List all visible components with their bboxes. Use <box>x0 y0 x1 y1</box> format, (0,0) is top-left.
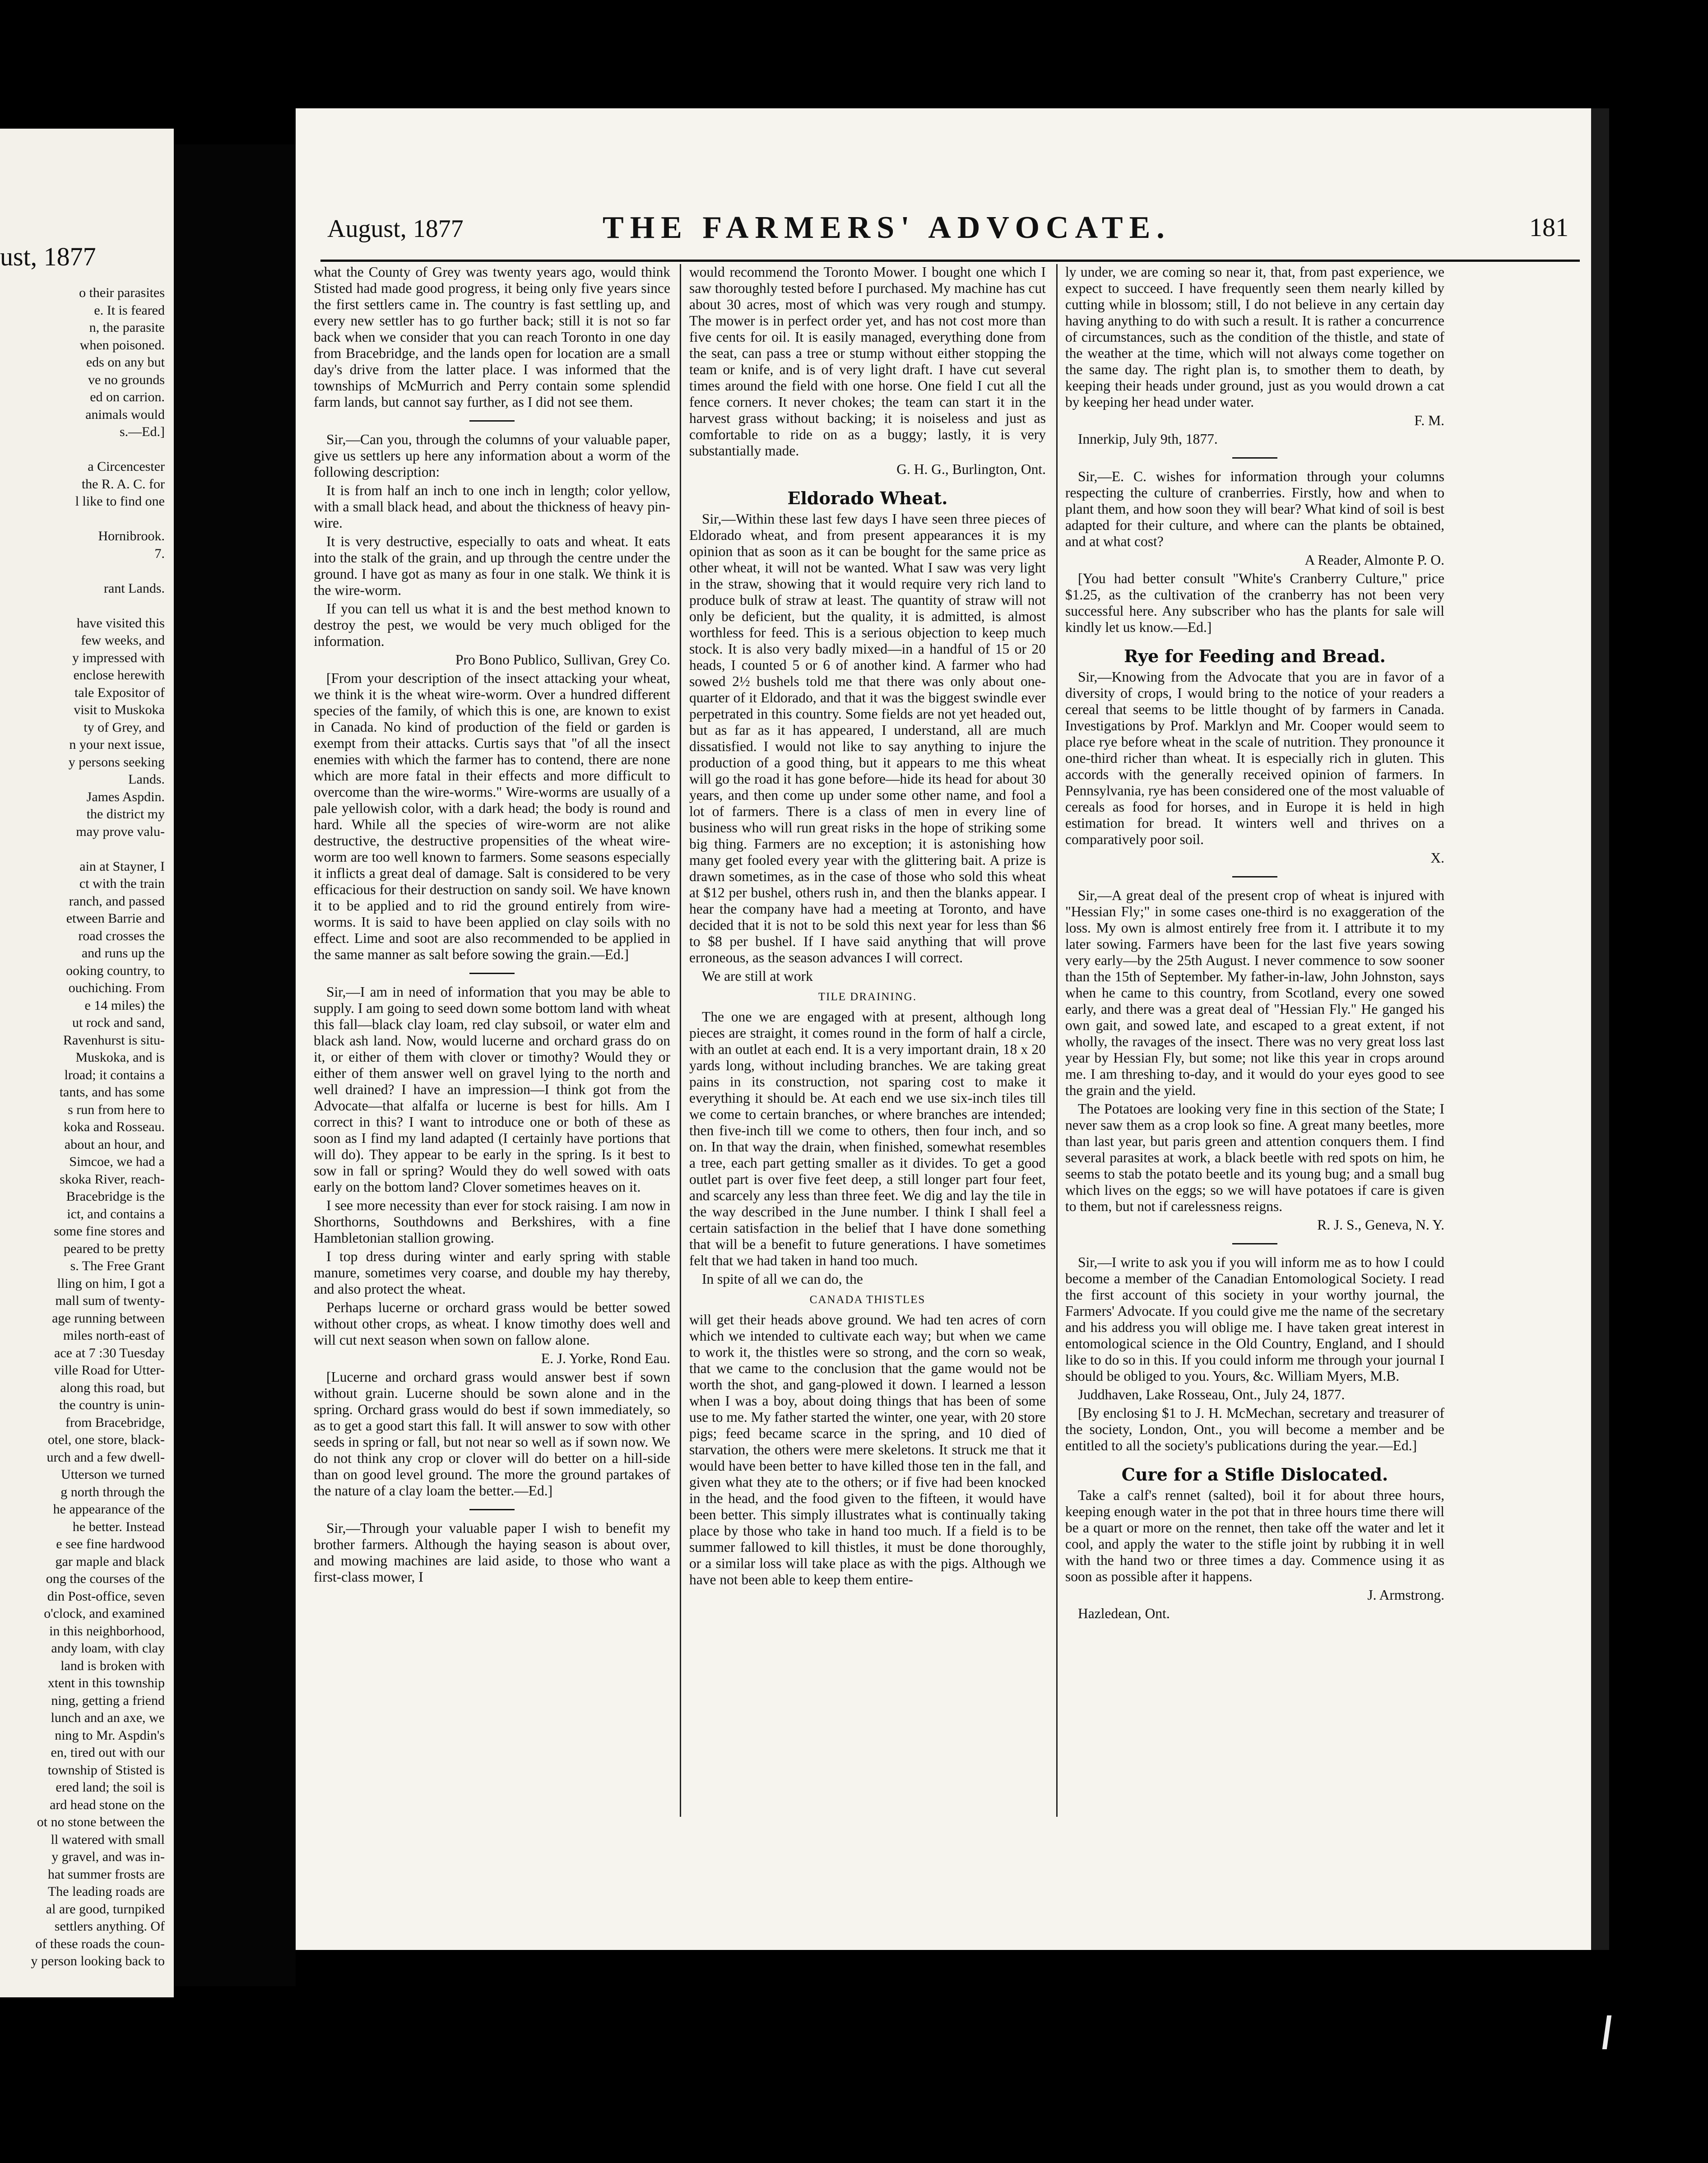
adjacent-page-line: lling on him, I got a <box>57 1276 165 1291</box>
separator <box>469 420 515 422</box>
newspaper-page <box>296 108 1591 1950</box>
adjacent-page-line: lroad; it contains a <box>64 1067 165 1082</box>
letter-paragraph: would recommend the Toronto Mower. I bought one which I saw thoroughly tested before I purchased. My machine has cut about 30 acres, most of which was very rough and stumpy. The mower is in perfect order yet, and has not cost more than five cents for oil. It is easily managed, everything done from the seat, can pass a tree or stump without either stopping the team or knife, and is of very light draft. I have cut several times around the field with one horse. One field I cut all the fence corners. It never chokes; the team can start it in the harvest grass without backing; it is noiseless and just as comfortable to ride on as a buggy; lastly, it is very substantially made. <box>689 264 1046 459</box>
adjacent-page-line: along this road, but <box>60 1380 165 1395</box>
adjacent-page-line <box>2 562 165 580</box>
letter-signature: A Reader, Almonte P. O. <box>1304 552 1444 568</box>
adjacent-page-line: al are good, turnpiked <box>46 1901 165 1917</box>
adjacent-page-line: y gravel, and was in- <box>51 1849 165 1864</box>
separator <box>1232 457 1277 459</box>
page-edge <box>1591 108 1609 1950</box>
letter-paragraph: Take a calf's rennet (salted), boil it for about three hours, keeping enough water in the pot that in three hours time there will be a quart or more on the rennet, then take off the water and let it cool, and apply the water to the stifle joint by rubbing it in well with the hand two or three times a day. Commence using it as soon as possible after it happens. <box>1065 1487 1444 1584</box>
article-heading: Cure for a Stifle Dislocated. <box>1121 1464 1388 1485</box>
adjacent-page-line: the district my <box>86 807 165 822</box>
adjacent-page-line: ered land; the soil is <box>56 1780 165 1795</box>
letter-paragraph: Sir,—Within these last few days I have seen three pieces of Eldorado wheat, and from present appearances it is my opinion that as soon as it can be bought for the same price as other wheat, it will not be wanted. What I saw was very light in the straw, showing that it would require very rich land to produce bulk of straw at least. The quantity of straw will not only be deficient, but the quality, it is admitted, is almost worthless for feed. This is a serious objection to keep much stock. It is also very badly mixed—in a handful of 15 or 20 heads, I counted 5 or 6 of another kind. A farmer who had sowed 2½ bushels told me that there was only about one-quarter of it Eldorado, and that it was the biggest swindle ever perpetrated in this country. Some fields are not yet headed out, but as far as it has appeared, I understand, all are much dissatisfied. I would not like to say anything to injure the production of a good thing, but it appears to me this wheat will go the road it has gone before—hide its head for about 30 years, and then come up under some other name, and fool a lot of farmers. There is a class of men in every line of business who will run great risks in the hope of striking some big thing. Farmers are no exception; it is astonishing how many get fooled every year with the glittering bait. A prize is drawn sometimes, as in the case of those who sold this wheat at $12 per bushel, others rush in, and then the blanks appear. I hear the company have had a meeting at Toronto, and have decided that it is not to be sold this next year for less than $6 to $8 per bushel. If I have said anything that will prove erroneous, as the season advances I will correct. <box>689 511 1046 965</box>
adjacent-page-line: he appearance of the <box>53 1502 165 1517</box>
adjacent-page-line: visit to Muskoka <box>74 702 165 717</box>
letter-paragraph: Sir,—E. C. wishes for information through your columns respecting the culture of cranberries. Firstly, how and when to plant them, and how soon they will bear? What kind of soil is best adapted for their culture, and where can the plants be obtained, and at what cost? <box>1065 469 1444 549</box>
letter-signature: X. <box>1430 850 1444 866</box>
adjacent-page-line: ed on carrion. <box>90 390 165 404</box>
adjacent-page-line: mall sum of twenty- <box>55 1293 165 1308</box>
adjacent-page-line: miles north-east of <box>63 1328 165 1343</box>
letter-dateline: Innerkip, July 9th, 1877. <box>1078 431 1218 447</box>
adjacent-page-line: din Post-office, seven <box>47 1588 165 1604</box>
column-1 <box>314 264 670 1839</box>
adjacent-page-line: otel, one store, black- <box>47 1432 165 1447</box>
adjacent-page-line: Simcoe, we had a <box>69 1154 165 1169</box>
adjacent-page-line: ct with the train <box>79 876 165 891</box>
adjacent-page-line: ning to Mr. Aspdin's <box>55 1727 165 1743</box>
adjacent-page-line: may prove valu- <box>76 824 165 839</box>
adjacent-page-line: ict, and contains a <box>67 1206 165 1221</box>
adjacent-page-line <box>2 597 165 615</box>
adjacent-page-line: xtent in this township <box>47 1676 165 1690</box>
letter-paragraph: We are still at work <box>702 968 813 984</box>
header-date: August, 1877 <box>327 215 464 243</box>
book-gutter <box>174 144 296 1986</box>
adjacent-page-line: The leading roads are <box>47 1884 165 1899</box>
editor-reply: [Lucerne and orchard grass would answer best if sown without grain. Lucerne should be sown alone and in the spring. Orchard grass would do best if sown immediately, so as to get a good start this fall. It will answer to sow with other seeds in spring or fall, but not near so well as if sown now. We do not think any crop or clover will do better on a hill-side than on good level ground. The more the ground partakes of the nature of a clay loam the better.—Ed.] <box>314 1369 670 1499</box>
separator <box>469 973 515 974</box>
letter-paragraph: Sir,—I am in need of information that you may be able to supply. I am going to seed down some bottom land with wheat this fall—black clay loam, red clay subsoil, or water elm and black ash land. Now, would lucerne and orchard grass do on it, or either of them with clover or timothy? Would they or either of them answer well on gravel lying to the north and well drained? I have an impression—I think got from the Advocate—that alfalfa or lucerne is best for hills. Am I correct in this? I want to introduce one or both of these as soon as I find my land adapted (I certainly have portions that will do). They appear to be early in the spring. Is it best to sow in fall or spring? Would they do well sowed with oats early on the bottom land? Clover sometimes heaves on it. <box>314 984 670 1195</box>
letter-paragraph: Perhaps lucerne or orchard grass would be better sowed without other crops, as wheat. I know timothy does well and will cut next season when sown on fallow alone. <box>314 1300 670 1348</box>
adjacent-page-column <box>2 284 165 1970</box>
adjacent-page-line: koka and Rosseau. <box>63 1119 165 1134</box>
adjacent-page-line: n your next issue, <box>69 737 165 752</box>
adjacent-page-line: few weeks, and <box>81 633 165 648</box>
adjacent-page-line: Ravenhurst is situ- <box>63 1032 165 1048</box>
adjacent-page-line: ll watered with small <box>51 1832 165 1847</box>
column-rule <box>1056 264 1058 1817</box>
letter-paragraph: The Potatoes are looking very fine in this section of the State; I never saw them as a crop look so fine. A great many beetles, more than last year, but paris green and attention conquers them. I find several parasites at work, a black beetle with red spots on him, he seems to stab the potato beetle and its young bug; and a small bug which lives on the eggs; so we will have potatoes if care is given to them, but not if carelessness reigns. <box>1065 1101 1444 1214</box>
adjacent-page-header: ust, 1877 <box>0 242 96 271</box>
letter-paragraph: It is from half an inch to one inch in length; color yellow, with a small black head, and about the thickness of heavy pin-wire. <box>314 483 670 531</box>
letter-signature: J. Armstrong. <box>1367 1587 1444 1603</box>
adjacent-page-line: from Bracebridge, <box>65 1415 165 1430</box>
separator <box>1232 1243 1277 1244</box>
adjacent-page-line: about an hour, and <box>64 1137 165 1152</box>
adjacent-page-line: ut rock and sand, <box>72 1015 165 1030</box>
letter-dateline: Juddhaven, Lake Rosseau, Ont., July 24, 1877. <box>1078 1387 1345 1402</box>
adjacent-page-line: ain at Stayner, I <box>79 859 165 874</box>
adjacent-page-line: have visited this <box>77 615 165 631</box>
adjacent-page-line: ouchiching. From <box>68 980 165 995</box>
letter-paragraph: It is very destructive, especially to oats and wheat. It eats into the stalk of the grain, and up through the centre under the ground. I have got as many as four in one stalk. We think it is the wire-worm. <box>314 534 670 598</box>
letter-paragraph: Sir,—Through your valuable paper I wish to benefit my brother farmers. Although the haying season is about over, and mowing machines are laid aside, to those who want a first-class mower, I <box>314 1520 670 1585</box>
adjacent-page-line <box>2 840 165 858</box>
adjacent-page-line: 7. <box>154 546 165 561</box>
adjacent-page-line: e see fine hardwood <box>56 1536 165 1551</box>
letter-paragraph: If you can tell us what it is and the best method known to destroy the pest, we would be very much obliged for the information. <box>314 601 670 649</box>
adjacent-page-line: Utterson we turned <box>61 1467 165 1482</box>
article-heading: Eldorado Wheat. <box>787 488 948 508</box>
adjacent-page-line: Bracebridge is the <box>66 1189 165 1204</box>
adjacent-page-line: settlers anything. Of <box>54 1919 165 1934</box>
adjacent-page-line: age running between <box>52 1310 165 1326</box>
adjacent-page-line: peared to be pretty <box>63 1241 165 1256</box>
adjacent-page-line: ooking country, to <box>66 963 165 978</box>
adjacent-page-line: ard head stone on the <box>50 1797 165 1812</box>
article-paragraph: what the County of Grey was twenty years ago, would think Stisted had made good progress, it being only five years since the first settlers came in. The country is fast settling up, and every new settler has to go further back; still it is not so far back when we consider that you can reach Toronto in one day from Bracebridge, and the lands open for location are a small day's drive from the latter place. I was informed that the townships of McMurrich and Perry contain some splendid farm lands, but cannot say further, as I did not see them. <box>314 264 670 410</box>
adjacent-page-line: ville Road for Utter- <box>54 1363 165 1378</box>
editor-reply: [From your description of the insect attacking your wheat, we think it is the wheat wire-worm. Over a hundred different species of the family, of which this is one, are known to exist in Canada. No kind of production of the field or garden is exempt from their attacks. Curtis says that "of all the insect enemies with which the farmer has to contend, there are none which are more fatal in their effects and more difficult to overcome than the wire-worms." Wire-worms are usually of a pale yellowish color, with a dark head; the body is round and hard. While all the species of wire-worm are not alike destructive, the destructive propensities of the wheat wire-worm are too well known to farmers. Some seasons especially it inflicts a great deal of damage. Salt is considered to be very efficacious for their destruction on sandy soil. We have known it to be applied and to rid the ground entirely from wire-worms. It is said to have been applied on clay soils with no effect. Lime and soot are also recommended to be applied in the same manner as salt before sowing the grain.—Ed.] <box>314 670 670 962</box>
subheading: TILE DRAINING. <box>818 991 917 1003</box>
letter-signature: R. J. S., Geneva, N. Y. <box>1317 1217 1444 1233</box>
article-heading: Rye for Feeding and Bread. <box>1124 646 1386 666</box>
adjacent-page-line: s. The Free Grant <box>70 1258 165 1273</box>
adjacent-page-line: Lands. <box>128 772 165 787</box>
adjacent-page-line: tale Expositor of <box>74 685 165 700</box>
adjacent-page-line: of these roads the coun- <box>35 1936 165 1951</box>
adjacent-page-line: e. It is feared <box>94 302 165 318</box>
adjacent-page-line: township of Stisted is <box>47 1762 165 1778</box>
adjacent-page-line: and runs up the <box>81 946 165 961</box>
adjacent-page-line: Muskoka, and is <box>75 1050 165 1065</box>
adjacent-page-line: Hornibrook. <box>98 529 165 543</box>
adjacent-page-line: he better. Instead <box>72 1519 165 1534</box>
adjacent-page-line: the country is unin- <box>59 1397 165 1412</box>
subheading: CANADA THISTLES <box>809 1294 926 1306</box>
adjacent-page-line <box>2 511 165 528</box>
adjacent-page-line: gar maple and black <box>55 1554 165 1569</box>
adjacent-page-line: some fine stores and <box>54 1224 165 1239</box>
adjacent-page-line: ve no grounds <box>88 372 165 387</box>
adjacent-page-line: e 14 miles) the <box>84 998 165 1013</box>
letter-dateline: Hazledean, Ont. <box>1078 1606 1170 1621</box>
adjacent-page-line: the R. A. C. for <box>81 476 165 492</box>
letter-paragraph: ly under, we are coming so near it, that, from past experience, we expect to succeed. I have frequently seen them nearly killed by cutting while in blossom; still, I do not believe in any certain day having anything to do with such a result. It is rather a concurrence of circumstances, such as the condition of the thistle, and state of the weather at the time, which will not always come together on the same day. The right plan is, to smother them to death, by keeping their heads under ground, just as you would drown a cat by keeping her head under water. <box>1065 264 1444 410</box>
letter-paragraph: Sir,—Can you, through the columns of your valuable paper, give us settlers up here any information about a worm of the following description: <box>314 432 670 480</box>
letter-paragraph: In spite of all we can do, the <box>702 1271 863 1287</box>
adjacent-page-line: s.—Ed.] <box>120 424 165 439</box>
column-rule <box>680 264 681 1817</box>
adjacent-page-line: rant Lands. <box>104 580 165 596</box>
adjacent-page-line: ty of Grey, and <box>84 719 165 735</box>
adjacent-page-line: g north through the <box>60 1484 165 1499</box>
letter-signature: Pro Bono Publico, Sullivan, Grey Co. <box>455 652 670 668</box>
separator <box>469 1509 515 1510</box>
scan-artifact <box>1602 2015 1612 2049</box>
adjacent-page-line: ong the courses of the <box>46 1571 165 1586</box>
adjacent-page-line: y impressed with <box>72 650 165 665</box>
adjacent-page-line: o their parasites <box>79 285 165 300</box>
letter-paragraph: Sir,—I write to ask you if you will inform me as to how I could become a member of the Canadian Entomological Society. I read the first account of this society in your worthy journal, the Farmers' Advocate. If you could give me the name of the secretary and his address you will oblige me. I have taken great interest in entomological science in the Old Country, England, and I should like to do so in this. If you could inform me through your journal I should be obliged to you. Yours, &c. William Myers, M.B. <box>1065 1254 1444 1384</box>
letter-paragraph: Sir,—A great deal of the present crop of wheat is injured with "Hessian Fly;" in some cases one-third is no exaggeration of the loss. My own is almost entirely free from it. I attribute it to my later sowing. Farmers have been for the last five years sowing very early—by the 25th August. I never commence to sow sooner than the 15th of September. My father-in-law, John Johnston, says when he came to this country, from Scotland, every one sowed early, and there was a great deal of "Hessian Fly." He ganged his own gait, and sowed late, and escaped to a great extent, if not wholly, the ravages of the insect. There was no very great loss last year by Hessian Fly, but some; not like this year in crops around me. I am threshing to-day, and it would do your eyes good to see the grain and the yield. <box>1065 887 1444 1098</box>
adjacent-page-line: ot no stone between the <box>37 1815 165 1829</box>
adjacent-page-line: lunch and an axe, we <box>51 1710 165 1725</box>
adjacent-page-line: enclose herewith <box>73 668 165 682</box>
adjacent-page-line: skoka River, reach- <box>60 1171 165 1187</box>
editor-reply: [You had better consult "White's Cranberry Culture," price $1.25, as the cultivation of the cranberry has not been very successful here. Any subscriber who has the plants for sale will kindly let us know.—Ed.] <box>1065 571 1444 635</box>
adjacent-page-line <box>2 441 165 459</box>
adjacent-page-line: road crosses the <box>78 928 165 943</box>
letter-paragraph: Sir,—Knowing from the Advocate that you are in favor of a diversity of crops, I would bring to the notice of your readers a cereal that seems to be little thought of by farmers in Canada. Investigations by Prof. Marklyn and Mr. Cooper would seem to place rye before wheat in the scale of nutrition. They pronounce it one-third richer than wheat. It is especially rich in gluten. This accords with the generally received opinion of farmers. In Pennsylvania, rye has been considered one of the most valuable of cereals as food for horses, and in Europe it is held in high estimation for bread. It winters well and thrives on a comparatively poor soil. <box>1065 669 1444 847</box>
adjacent-page-line: animals would <box>85 407 165 422</box>
header-rule <box>320 260 1580 262</box>
adjacent-page-line: andy loam, with clay <box>51 1641 165 1656</box>
column-2 <box>689 264 1046 1839</box>
letter-paragraph: will get their heads above ground. We had ten acres of corn which we intended to cultivate each way; but when we came to work it, the thistles were so strong, and the corn so weak, that we came to the conclusion that the game would not be worth the shot, and gang-plowed it down. I learned a lesson when I was a boy, about doing things that has been of some use to me. My father started the winter, one year, with 20 store pigs; feed became scarce in the spring, and 10 died of starvation, the others were mere skeletons. It struck me that it would have been better to have killed those ten in the fall, and given what they ate to the others; or if five had been knocked in the head, and the food given to the fifteen, it would have been better. This simply illustrates what is continually taking place by those who take in hand too much. If a field is to be summer fallowed to kill thistles, it must be done thoroughly, or a similar loss will take place as with the pigs. Although we have not been able to keep them entire- <box>689 1312 1046 1587</box>
adjacent-page-line: hat summer frosts are <box>47 1866 165 1882</box>
letter-paragraph: I top dress during winter and early spring with stable manure, sometimes very coarse, and double my hay thereby, and also protect the wheat. <box>314 1249 670 1297</box>
adjacent-page-line: urch and a few dwell- <box>46 1449 165 1465</box>
letter-signature: E. J. Yorke, Rond Eau. <box>541 1351 670 1366</box>
page-header <box>327 210 1582 251</box>
letter-paragraph: I see more necessity than ever for stock raising. I am now in Shorthorns, Southdowns and Berkshires, with a fine Hambletonian stallion growing. <box>314 1198 670 1246</box>
adjacent-page-line: when poisoned. <box>79 337 165 353</box>
adjacent-page-line: s run from here to <box>68 1102 165 1117</box>
adjacent-page-line: y persons seeking <box>68 754 165 770</box>
adjacent-page <box>0 129 174 1997</box>
adjacent-page-line: en, tired out with our <box>51 1745 165 1760</box>
adjacent-page-line: y person looking back to <box>31 1954 165 1968</box>
adjacent-page-line: eds on any but <box>86 355 165 370</box>
editor-reply: [By enclosing $1 to J. H. McMechan, secretary and treasurer of the society, London, Ont., you will become a member and be entitled to all the society's publications during the year.—Ed.] <box>1065 1405 1444 1453</box>
letter-signature: F. M. <box>1414 413 1444 428</box>
page-number: 181 <box>1529 213 1569 242</box>
adjacent-page-line: etween Barrie and <box>66 911 165 926</box>
adjacent-page-line: tants, and has some <box>59 1085 165 1100</box>
adjacent-page-line: ning, getting a friend <box>51 1693 165 1708</box>
adjacent-page-line: n, the parasite <box>89 320 165 335</box>
adjacent-page-line: ranch, and passed <box>69 893 165 909</box>
adjacent-page-line: James Aspdin. <box>86 789 165 804</box>
masthead-title: THE FARMERS' ADVOCATE. <box>603 210 1171 245</box>
adjacent-page-line: o'clock, and examined <box>44 1606 165 1621</box>
column-3 <box>1065 264 1444 1839</box>
letter-paragraph: The one we are engaged with at present, although long pieces are straight, it comes round in the form of half a circle, with an outlet at each end. It is a very important drain, 18 x 20 yards long, without including branches. We are taking great pains in its construction, not sparing cost to make it everything it should be. At each end we use six-inch tiles till we come to certain branches, or where branches are intended; then five-inch till we come to others, then four inch, and so on. In that way the drain, when finished, somewhat resembles a tree, each part getting smaller as it divides. To get a good outlet part is over five feet deep, a still longer part four feet, and scarcely any less than three feet. We dig and lay the tile in the way described in the June number. I think I shall feel a certain satisfaction in the belief that I have done something that will be a benefit to future generations. I have sometimes felt that we had taken in hand too much. <box>689 1009 1046 1268</box>
adjacent-page-line: land is broken with <box>60 1658 165 1673</box>
separator <box>1232 876 1277 877</box>
letter-signature: G. H. G., Burlington, Ont. <box>896 461 1046 477</box>
adjacent-page-line: in this neighborhood, <box>49 1623 165 1638</box>
adjacent-page-line: l like to find one <box>75 494 165 509</box>
adjacent-page-line: ace at 7 :30 Tuesday <box>54 1345 165 1360</box>
adjacent-page-line: a Circencester <box>88 459 165 474</box>
